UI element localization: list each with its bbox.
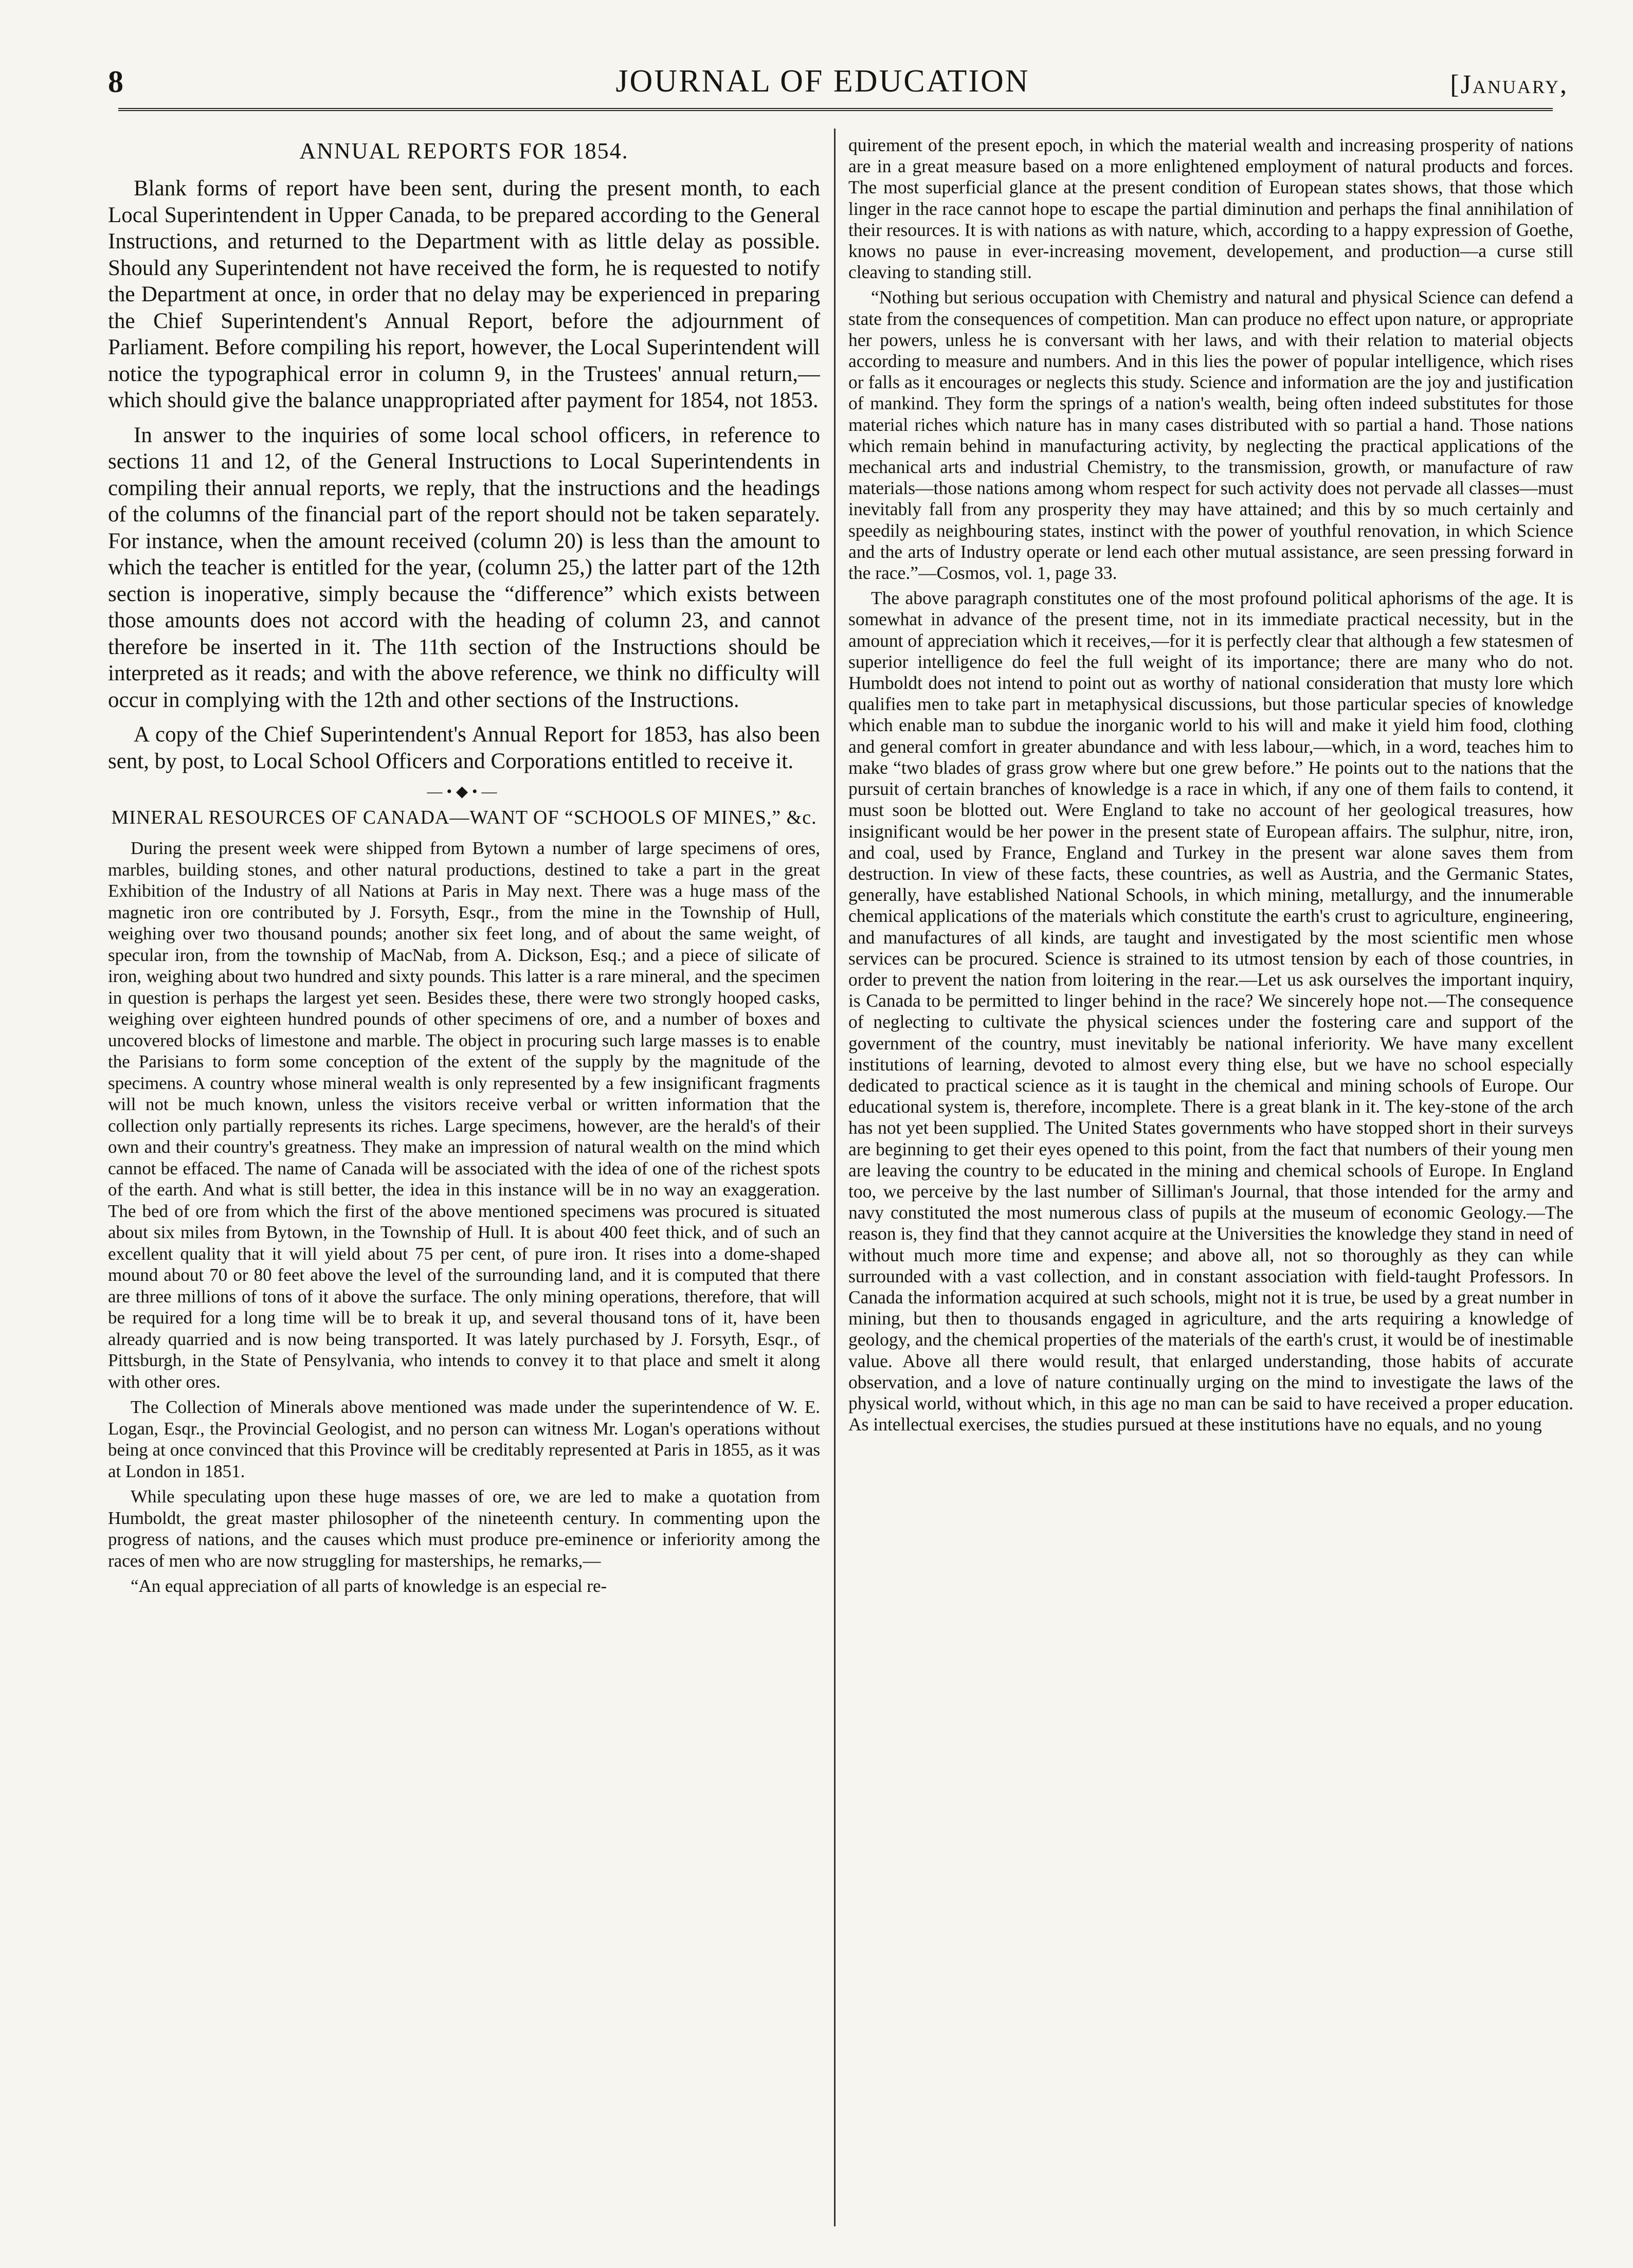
annual-reports-paragraph: Blank forms of report have been sent, during the present month, to each Local Superintendent in Upper Canada, to be prepared according to the General Instructions, and returned to the Department with as little delay as possible. Should any Superintendent not have received the form, he is requested to notify the Department at once, in order that no delay may be experienced in preparing the Chief Superintendent's Annual Report, before the adjournment of Parliament. Before compiling his report, however, the Local Superintendent will notice the typographical error in column 9, in the Trustees' annual return,—which should give the balance unappropriated after payment for 1854, not 1853. bbox=[108, 176, 820, 412]
annual-reports-paragraph: A copy of the Chief Superintendent's Annual Report for 1853, has also been sent, by post, to Local School Officers and Corporations entitled to receive it. bbox=[108, 722, 820, 773]
mineral-paragraph: While speculating upon these huge masses of ore, we are led to make a quotation from Humboldt, the great master philosopher of the nineteenth century. In commenting upon the progress of nations, and the causes which must produce pre-eminence or inferiority among the races of men who are now struggling for masterships, he remarks,— bbox=[108, 1486, 820, 1571]
mineral-resources-heading: MINERAL RESOURCES OF CANADA—WANT OF “SCHOOLS OF MINES,” &c. bbox=[111, 807, 817, 828]
mineral-paragraph: “An equal appreciation of all parts of knowledge is an especial re- bbox=[131, 1576, 607, 1596]
header-rule bbox=[118, 108, 1553, 113]
mineral-paragraph: During the present week were shipped from Bytown a number of large specimens of ores, marbles, building stones, and other natural productions, destined to take a part in the great Exhibition of the Industry of all Nations at Paris in May next. There was a huge mass of the magnetic iron ore contributed by J. Forsyth, Esqr., from the mine in the Township of Hull, weighing over two thousand pounds; another six feet long, and of about the same weight, of specular iron, from the township of MacNab, from A. Dickson, Esq.; and a piece of silicate of iron, weighing about two hundred and sixty pounds. This latter is a rare mineral, and the specimen in question is perhaps the largest yet seen. Besides these, there were two strongly hooped casks, weighing over eighteen hundred pounds of other specimens of ore, and a number of boxes and uncovered blocks of limestone and marble. The object in procuring such large masses is to enable the Parisians to form some conception of the extent of the supply by the magnitude of the specimens. A country whose mineral wealth is only represented by a few insignificant fragments will not be much known, unless the visitors receive verbal or written information that the collection only partially represents its riches. Large specimens, however, are the herald's of their own and their country's greatness. They make an impression of natural wealth on the mind which cannot be effaced. The name of Canada will be associated with the idea of one of the richest spots of the earth. And what is still better, the idea in this instance will be in no way an exaggeration. The bed of ore from which the first of the above mentioned specimens was procured is situated about six miles from Bytown, in the Township of Hull. It is about 400 feet thick, and of such an excellent quality that it will yield about 75 per cent, of pure iron. It rises into a dome-shaped mound about 70 or 80 feet above the level of the surrounding land, and it is computed that there are three millions of tons of it above the surface. The only mining operations, therefore, that will be required for a long time will be to break it up, and several thousand tons of it, have been already quarried and is now being transported. It was lately purchased by J. Forsyth, Esqr., of Pittsburgh, in the State of Pensylvania, who intends to convey it to that place and smelt it along with other ores. bbox=[108, 838, 820, 1392]
column-divider bbox=[834, 129, 836, 2226]
mineral-paragraph: The above paragraph constitutes one of the most profound political aphorisms of the age. It is somewhat in advance of the present time, not in its immediate practical necessity, but in the amount of appreciation which it receives,—for it is perfectly clear that although a few statesmen of superior intelligence do feel the full weight of its importance; there are many who do not. Humboldt does not intend to point out as worthy of national consideration that musty lore which qualifies men to take part in metaphysical discussions, but those particular species of knowledge which enable man to subdue the inorganic world to his will and make it yield him food, clothing and general comfort in greater abundance and with less labour,—which, in a word, teaches him to make “two blades of grass grow where but one grew before.” He points out to the nations that the pursuit of certain branches of knowledge is a race in which, if any one of them fails to contend, it must soon be blotted out. Were England to take no account of her geological treasures, how insignificant would be her power in the present state of European affairs. The sulphur, nitre, iron, and coal, used by France, England and Turkey in the present war alone saves them from destruction. In view of these facts, these countries, as well as Austria, and the Germanic States, generally, have established National Schools, in which mining, metallurgy, and the innumerable chemical applications of the materials which constitute the earth's crust to agriculture, engineering, and manufactures of all kinds, are taught and investigated by the most scientific men whose services can be procured. Science is strained to its utmost tension by each of those countries, in order to prevent the nation from loitering in the rear.—Let us ask ourselves the important inquiry, is Canada to be permitted to linger behind in the race? We sincerely hope not.—The consequence of neglecting to cultivate the physical sciences under the fostering care and support of the government of the country, must inevitably be national inferiority. We have many excellent institutions of learning, devoted to almost every thing else, but we have no school especially dedicated to practical science as it is taught in the chemical and mining schools of Europe. Our educational system is, therefore, incomplete. There is a great blank in it. The key-stone of the arch has not yet been supplied. The United States governments who have stopped short in their surveys are beginning to get their eyes opened to this point, from the fact that numbers of their young men are leaving the country to be educated in the mining and chemical schools of Europe. In England too, we perceive by the last number of Silliman's Journal, that those intended for the army and navy constituted the most numerous class of pupils at the museum of economic Geology.—The reason is, they find that they cannot acquire at the Universities the knowledge they stand in need of without much more time and expense; and above all, not so thoroughly as they can while surrounded with a vast collection, and in constant association with field-taught Professors. In Canada the information acquired at such schools, might not it is true, be used by a great number in mining, but then to thousands engaged in agriculture, and the arts requiring a knowledge of geology, and the chemical properties of the materials of the earth's crust, it would be of inestimable value. Above all there would result, that enlarged understanding, those habits of accurate observation, and a love of nature continually urging on the mind to investigate the laws of the physical world, without which, in this age no man can be said to have received a proper education. As intellectual exercises, the studies pursued at these institutions have no equals, and no young bbox=[848, 588, 1573, 1435]
journal-title: JOURNAL OF EDUCATION bbox=[615, 64, 1030, 99]
annual-reports-heading: ANNUAL REPORTS FOR 1854. bbox=[299, 138, 629, 164]
left-column bbox=[108, 135, 820, 2243]
page-header bbox=[77, 49, 1568, 105]
right-column bbox=[848, 135, 1573, 2243]
mineral-paragraph: The Collection of Minerals above mentioned was made under the superintendence of W. E. Logan, Esqr., the Provincial Geologist, and no person can witness Mr. Logan's operations without being at once convinced that this Province will be creditably represented at Paris in 1855, as it was at London in 1851. bbox=[108, 1397, 820, 1481]
issue-month: [January, bbox=[1450, 70, 1568, 99]
mineral-paragraph: “Nothing but serious occupation with Chemistry and natural and physical Science can defend a state from the consequences of competition. Man can produce no effect upon nature, or appropriate her powers, unless he is conversant with her laws, and with their relation to material objects according to measure and numbers. And in this lies the power of popular intelligence, which rises or falls as it encourages or neglects this study. Science and information are the joy and justification of mankind. They form the springs of a nation's wealth, being often indeed substitutes for those material riches which nature has in many cases distributed with so partial a hand. Those nations which remain behind in manufacturing activity, by neglecting the practical applications of the mechanical arts and industrial Chemistry, to the transmission, growth, or manufacture of raw materials—those nations among whom respect for such activity does not pervade all classes—must inevitably fall from any prosperity they may have attained; and this by so much certainly and speedily as neighbouring states, instinct with the power of youthful renovation, in which Science and the arts of Industry operate or lend each other mutual assistance, are seen pressing forward in the race.”—Cosmos, vol. 1, page 33. bbox=[848, 287, 1573, 584]
mineral-paragraph: quirement of the present epoch, in which the material wealth and increasing prosperity of nations are in a great measure based on a more enlightened employment of natural products and forces. The most superficial glance at the present condition of European states shows, that those which linger in the race cannot hope to escape the partial diminution and perhaps the final annihilation of their resources. It is with nations as with nature, which, according to a happy expression of Goethe, knows no pause in ever-increasing movement, developement, and production—a curse still cleaving to standing still. bbox=[848, 135, 1573, 283]
page-number: 8 bbox=[108, 65, 123, 99]
section-ornament: —•◆•— bbox=[427, 783, 501, 800]
annual-reports-paragraph: In answer to the inquiries of some local school officers, in reference to sections 11 and 12, of the General Instructions to Local Superintendents in compiling their annual reports, we reply, that the instructions and the headings of the columns of the financial part of the report should not be taken separately. For instance, when the amount received (column 20) is less than the amount to which the teacher is entitled for the year, (column 25,) the latter part of the 12th section is inoperative, simply because the “difference” which exists between those amounts does not accord with the heading of column 23, and cannot therefore be inserted in it. The 11th section of the Instructions should be interpreted as it reads; and with the above reference, we think no difficulty will occur in complying with the 12th and other sections of the Instructions. bbox=[108, 423, 820, 712]
